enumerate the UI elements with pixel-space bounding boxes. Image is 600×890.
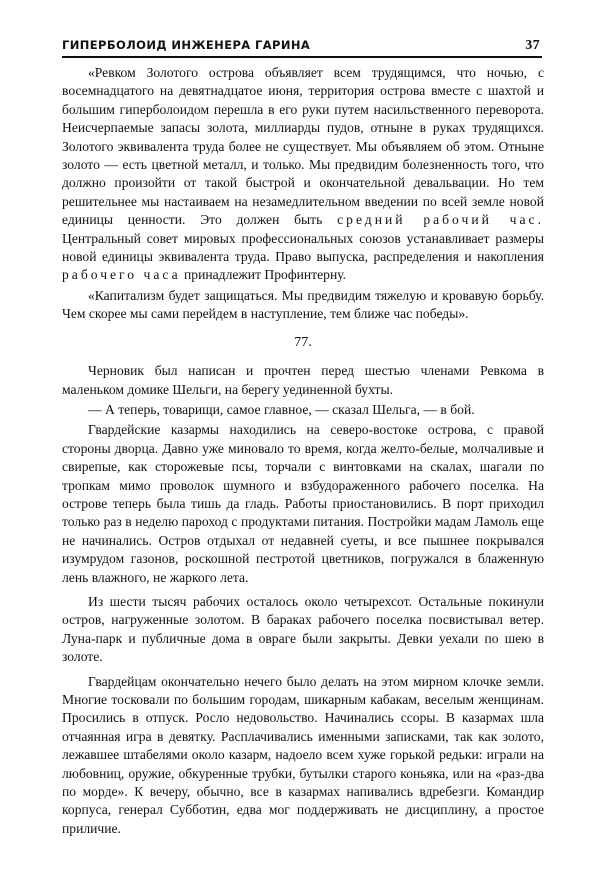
decree-paragraph-1 xyxy=(62,64,544,285)
paragraph: Черновик был написан и прочтен перед шестью членами Ревкома в маленьком домике Шельги, на берегу уединенной бухты. xyxy=(62,363,544,397)
paragraph: Гвардейские казармы находились на северо-востоке острова, с правой стороны дворца. Давно уже миновало то время, когда желто-белые, молчаливые и свирепые, как сторожевые псы, торчали с винтовками на скалах, шагали по тропкам мимо проволок шумного и взбудораженного рабочего поселка. На острове теперь была тишь да гладь. Работы приостановились. В порт приходил только раз в неделю пароход с продуктами питания. Постройки мадам Ламоль еще не начинались. Остров отдыхал от недавней суеты, и все пышнее покрывался изумрудом газонов, роскошной пестротой цветников, погружался в блаженную лень влажного, не жаркого лета. xyxy=(62,422,544,585)
decree-text-c: принадлежит Профинтерну. xyxy=(180,267,347,283)
paragraph: — А теперь, товарищи, самое главное, — сказал Шельга, — в бой. xyxy=(88,401,475,417)
decree-emphasis-1: средний рабочий час. xyxy=(337,212,544,228)
running-head xyxy=(62,38,540,54)
decree-text-b: Центральный совет мировых профессиональных союзов устанавливает размеры новой единицы эквивалента труда. Право выпуска, распределения и накопления xyxy=(62,230,544,265)
paragraph: Из шести тысяч рабочих осталось около четырехсот. Остальные покинули остров, нагруженные золотом. В бараках рабочего поселка посвистывал ветер. Луна-парк и публичные дома в овраге были закрыты. Девки уехали по шею в золоте. xyxy=(62,593,544,665)
decree-paragraph-2: «Капитализм будет защищаться. Мы предвидим тяжелую и кровавую борьбу. Чем скорее мы сами перейдем в наступление, тем ближе час победы». xyxy=(62,287,544,322)
page-body xyxy=(62,64,544,838)
page-number: 37 xyxy=(525,38,540,53)
decree-emphasis-2: рабочего часа xyxy=(62,267,181,283)
decree-text-a: «Ревком Золотого острова объявляет всем трудящимся, что ночью, с восемнадцатого на девятнадцатое июня, территория острова вместе с шахтой и большим гиперболоидом перешла в его руки путем насильственного переворота. Неисчерпаемые запасы золота, миллиарды пудов, отныне в руках трудящихся. Золотого эквивалента труда более не существует. Мы объявляем об этом. Отныне золото — есть цветной металл, и только. Мы предвидим болезненность того, что должно произойти от такой быстрой и окончательной девальвации. Но тем решительнее мы настаиваем на незамедлительном введении по всей земле новой единицы ценности. Это должен быть xyxy=(62,65,544,228)
header-rule xyxy=(62,56,542,58)
book-title: ГИПЕРБОЛОИД ИНЖЕНЕРА ГАРИНА xyxy=(62,38,311,52)
chapter-heading: 77. xyxy=(294,334,312,350)
paragraph: Гвардейцам окончательно нечего было делать на этом мирном клочке земли. Многие тосковали по большим городам, шикарным кабакам, веселым женщинам. Просились в отпуск. Росло недовольство. Начинались ссоры. В казармах шла отчаянная игра в девятку. Расплачивались именными записками, так как золото, лежавшее штабелями около казарм, надоело всем хуже горькой редьки: играли на любовниц, оружие, обкуренные трубки, бутылки старого коньяка, или на «раз-два по морде». К вечеру, обычно, все в казармах напивались вдребезги. Командир корпуса, генерал Субботин, едва мог поддерживать не дисциплину, а простое приличие. xyxy=(62,673,544,836)
